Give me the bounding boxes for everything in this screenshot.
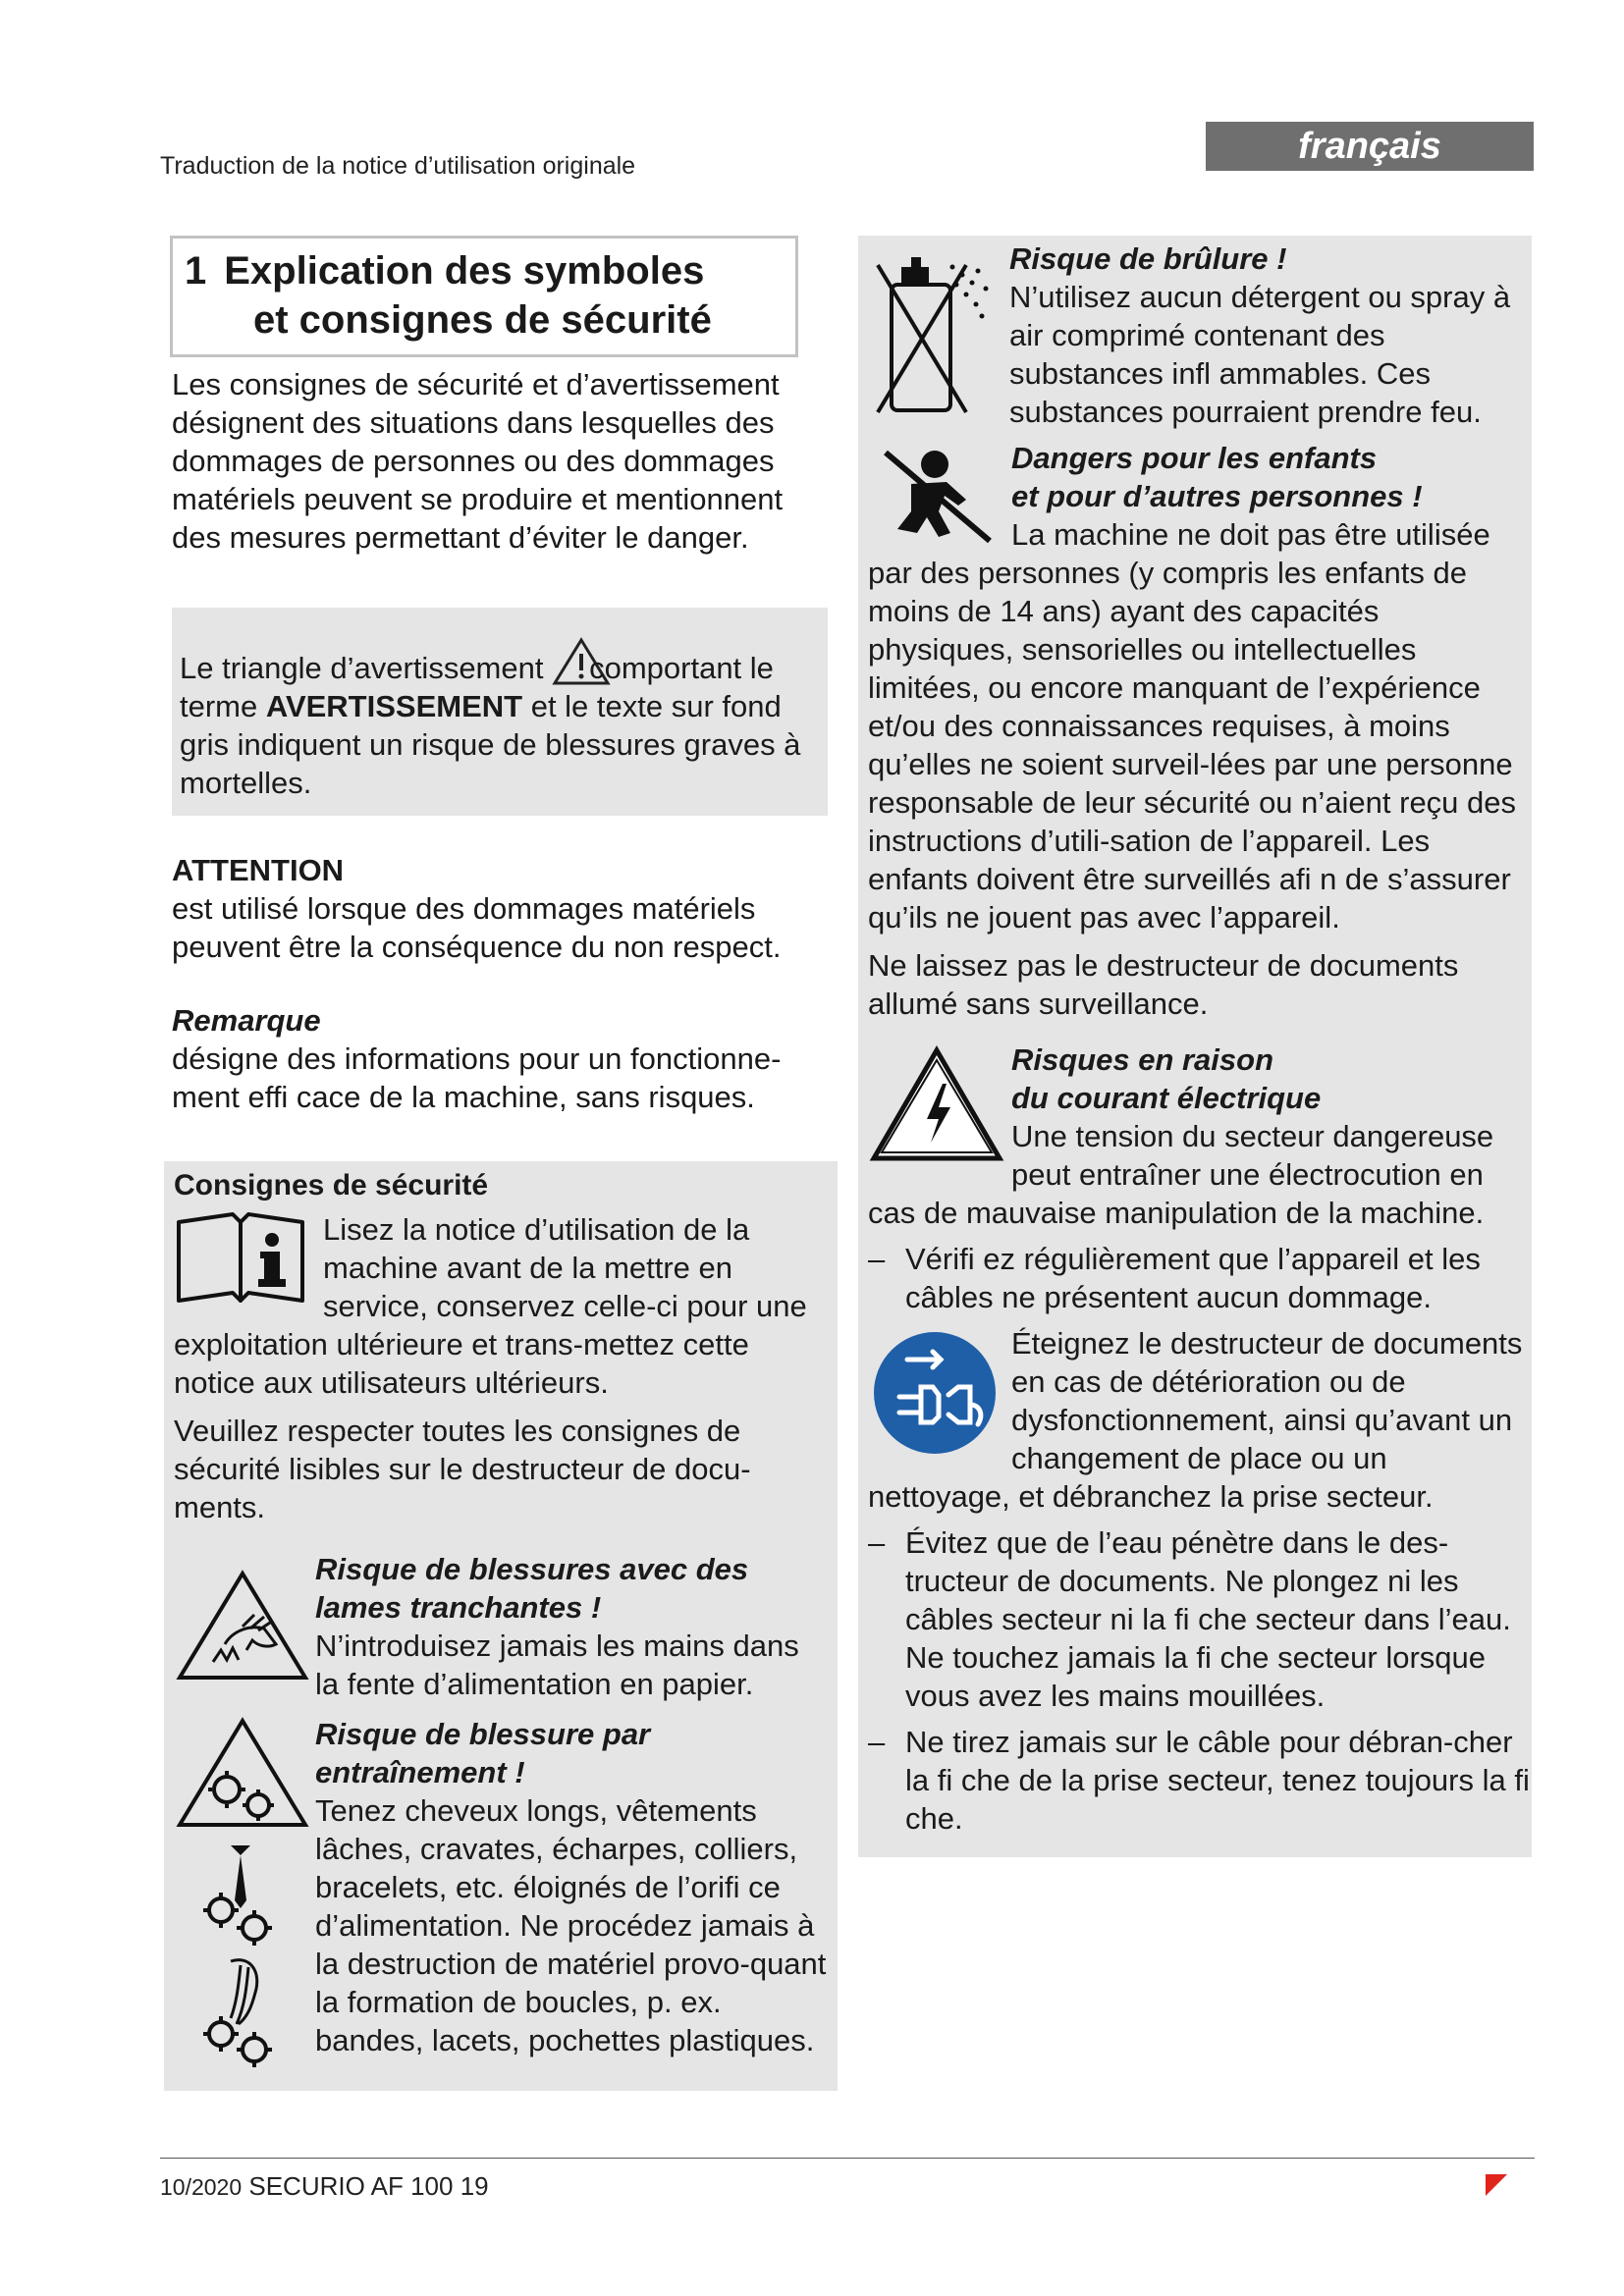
warning-explanation-box — [172, 608, 828, 816]
no-spray-icon — [868, 245, 1001, 422]
language-tab: français — [1206, 122, 1534, 171]
section-title-line2: et consignes de sécurité — [253, 298, 712, 342]
burn-text: N’utilisez aucun détergent ou spray à air comprimé contenant des substances infl ammables. Ces substances pourraient prendre feu. — [1009, 280, 1511, 429]
list-item — [868, 1523, 1532, 1715]
footer-date: 10/2020 — [160, 2174, 243, 2200]
electric-heading-line1: Risques en raison — [1011, 1042, 1274, 1077]
warning-text-end: et le texte sur fond gris indiquent un risque de blessures graves à mortelles. — [180, 689, 801, 800]
footer-page-number: 19 — [460, 2171, 489, 2201]
no-children-icon — [868, 443, 1005, 551]
electric-hazard-icon — [868, 1044, 1005, 1166]
blades-heading: Risque de blessures avec des lames tranchantes ! — [315, 1552, 749, 1625]
section-number: 1 — [185, 249, 207, 293]
water-text: Évitez que de l’eau pénètre dans le des-tructeur de documents. Ne plongez ni les câbles secteur ni la fi che secteur dans l’eau. Ne touchez jamais la fi che secteur lorsque vous avez les mains mouillées. — [905, 1525, 1511, 1713]
footer — [160, 2171, 489, 2202]
warning-text-middle: comportant le terme — [180, 651, 774, 723]
entrainment-warning-icon — [174, 1715, 311, 1831]
attention-block — [172, 851, 828, 966]
left-column — [160, 236, 828, 2091]
red-corner-marker-icon — [1486, 2174, 1507, 2196]
tie-gears-icon — [191, 1842, 290, 1949]
remarque-text: désigne des informations pour un fonctionne-ment effi cace de la machine, sans risques. — [172, 1041, 782, 1114]
children-text: La machine ne doit pas être utilisée par des personnes (y compris les enfants de moins de 14 ans) ayant des capacités physiques, sensorielles ou intellectuelles limitées, ou encore manquant de l’expérience et/ou des connaissances requises, à moins qu’elles ne soient surveil-lées par une personne responsable de leur sécurité ou n’aient reçu des instructions d’utili-sation de l’appareil. Les enfants doivent être surveillés afi n de s’assurer qu’ils ne jouent pas avec l’appareil. — [868, 517, 1517, 934]
safety-instructions-box — [164, 1161, 838, 2091]
blades-text: N’introduisez jamais les mains dans la fente d’alimentation en papier. — [315, 1629, 799, 1701]
remarque-heading: Remarque — [172, 1003, 321, 1038]
section-title-box — [170, 236, 798, 357]
electric-heading-line2: du courant électrique — [1011, 1081, 1322, 1115]
list-item — [868, 1240, 1532, 1316]
entrainment-heading: Risque de blessure par entraînement ! — [315, 1717, 651, 1789]
list-dash: – — [868, 1725, 886, 1759]
attention-text: est utilisé lorsque des dommages matériels peuvent être la conséquence du non respect. — [172, 891, 782, 964]
warning-text-start: Le triangle d’avertissement — [180, 651, 553, 685]
read-manual-icon — [174, 1210, 311, 1308]
hair-gears-icon — [191, 1955, 290, 2073]
cable-text: Ne tirez jamais sur le câble pour débran-cher la fi che de la prise secteur, tenez toujours la fi che. — [905, 1725, 1530, 1836]
check-cables-text: Vérifi ez régulièrement que l’appareil et les câbles ne présentent aucun dommage. — [905, 1242, 1481, 1314]
attention-heading: ATTENTION — [172, 853, 345, 887]
intro-paragraph: Les consignes de sécurité et d’avertissement désignent des situations dans lesquelles des dommages de personnes ou des dommages matériels peuvent se produire et mentionnent des mesures permettant d’éviter le danger. — [172, 367, 784, 555]
list-item — [868, 1723, 1532, 1838]
children-heading-line1: Dangers pour les enfants — [1011, 441, 1378, 475]
footer-divider — [160, 2158, 1535, 2159]
respect-instructions-text: Veuillez respecter toutes les consignes de sécurité lisibles sur le destructeur de docu-ments. — [174, 1414, 751, 1524]
section-title-line1: Explication des symboles — [224, 249, 705, 293]
list-dash: – — [868, 1242, 886, 1276]
burn-heading: Risque de brûlure ! — [1009, 241, 1287, 276]
children-heading-line2: et pour d’autres personnes ! — [1011, 479, 1423, 513]
electric-text: Une tension du secteur dangereuse peut entraîner une électrocution en cas de mauvaise manipulation de la machine. — [868, 1119, 1494, 1230]
list-dash: – — [868, 1525, 886, 1560]
blade-hand-warning-icon — [174, 1568, 311, 1683]
safety-title: Consignes de sécurité — [174, 1169, 489, 1201]
footer-model: SECURIO AF 100 — [248, 2171, 454, 2201]
unplug-text: Éteignez le destructeur de documents en cas de détérioration ou de dysfonctionnement, ainsi qu’avant un changement de place ou un nettoyage, et débranchez la prise secteur. — [868, 1326, 1523, 1514]
unplug-mandatory-icon — [868, 1326, 1005, 1460]
right-gray-box — [858, 236, 1532, 1857]
header-subtitle: Traduction de la notice d’utilisation originale — [160, 152, 636, 180]
remarque-block — [172, 1001, 828, 1116]
entrainment-text: Tenez cheveux longs, vêtements lâches, cravates, écharpes, colliers, bracelets, etc. éloignés de l’orifi ce d’alimentation. Ne procédez jamais à la destruction de matériel provo-quant la formation de boucles, p. ex. bandes, lacets, pochettes plastiques. — [315, 1793, 827, 2057]
read-manual-text: Lisez la notice d’utilisation de la machine avant de la mettre en service, conservez celle-ci pour une exploitation ultérieure et trans-mettez cette notice aux utilisateurs ultérieurs. — [174, 1212, 807, 1400]
right-column — [858, 236, 1532, 1857]
unattended-text: Ne laissez pas le destructeur de documents allumé sans surveillance. — [868, 948, 1459, 1021]
warning-keyword: AVERTISSEMENT — [265, 689, 523, 723]
